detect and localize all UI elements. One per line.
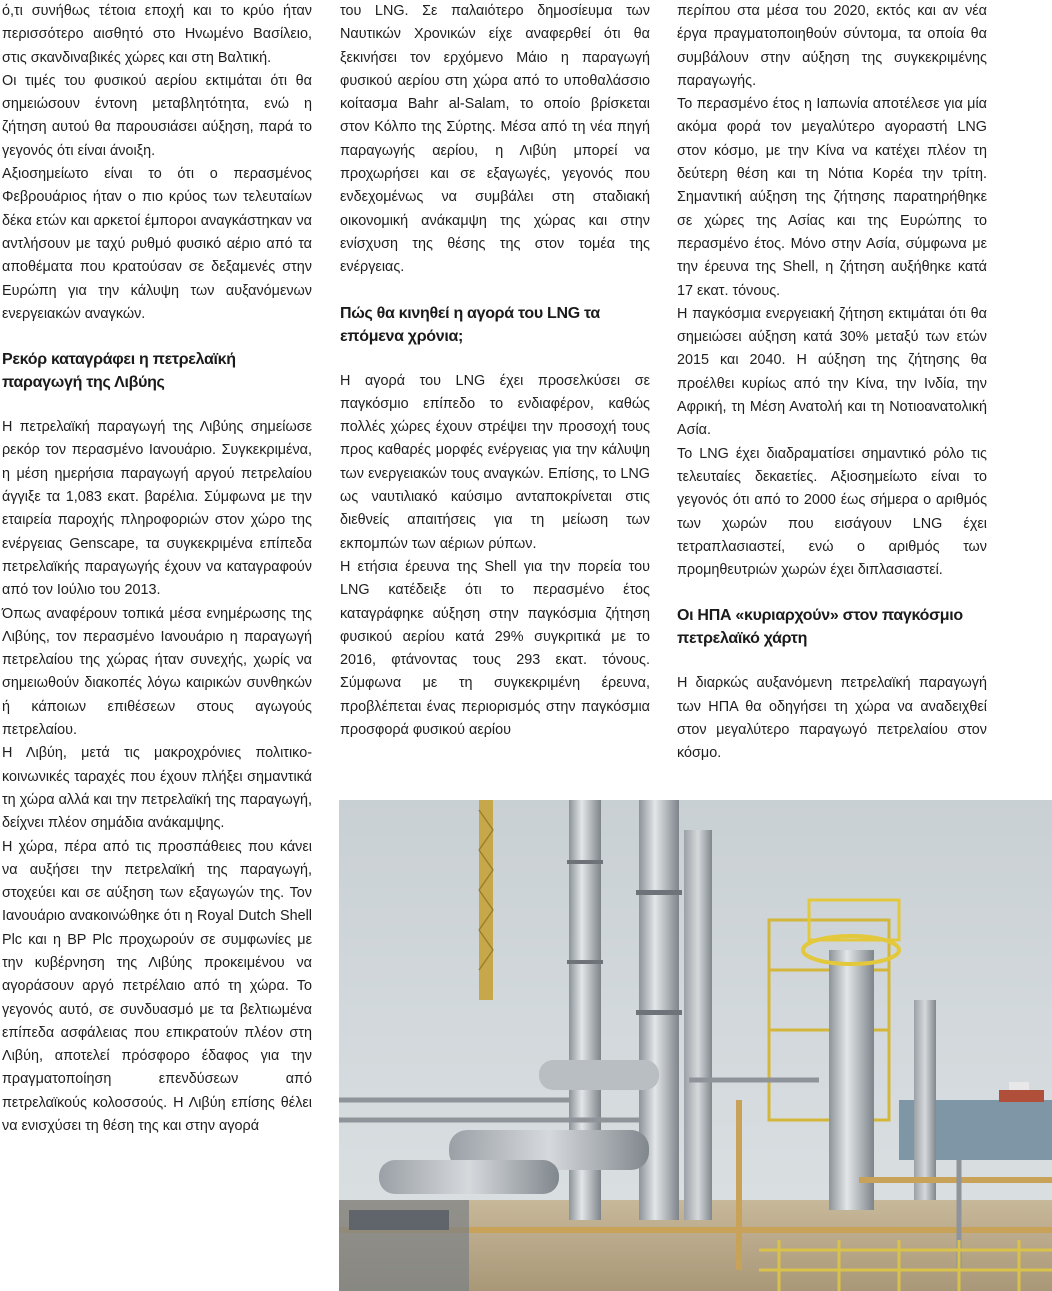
paragraph: Η πετρελαϊκή παραγωγή της Λιβύης σημείωσε ρεκόρ τον περασμένο Ιανουάριο. Συγκεκριμένα, η μέση ημερήσια παραγωγή αργού πετρελαίου άγγιξε τα 1,083 εκατ. βαρέλια. Σύμφωνα με την εταιρεία παροχής πληροφοριών στον χώρο της ενέργειας Genscape, τα συγκεκριμένα επίπεδα πετρελαϊκής παραγωγής έχουν να καταγραφούν από τον Ιούλιο του 2013. <box>2 419 312 599</box>
paragraph: ό,τι συνήθως τέτοια εποχή και το κρύο ήταν περισσότερο αισθητό στο Ηνωμένο Βασίλειο, στις σκανδιναβικές χώρες και στη Βαλτική. <box>2 3 312 66</box>
column-1 <box>2 0 312 1138</box>
section-heading: Πώς θα κινηθεί η αγορά του LNG τα επόμενα χρόνια; <box>340 304 600 345</box>
paragraph: Η παγκόσμια ενεργειακή ζήτηση εκτιμάται ότι θα σημειώσει αύξηση κατά 30% μεταξύ των ετών 2015 και 2040. Η αύξηση της ζήτησης θα προέλθει κυρίως από την Κίνα, την Ινδία, την Αφρική, τη Μέση Ανατολή και τη Νοτιοανατολική Ασία. <box>677 305 987 439</box>
paragraph: Το περασμένο έτος η Ιαπωνία αποτέλεσε για μία ακόμα φορά τον μεγαλύτερο αγοραστή LNG στον κόσμο, με την Κίνα να κατέχει πλέον τη δεύτερη θέση και τη Νότια Κορέα την τρίτη. Σημαντική αύξηση της ζήτησης παρατηρήθηκε σε χώρες της Ασίας και της Ευρώπης το περασμένο έτος. Μόνο στην Ασία, σύμφωνα με την έρευνα της Shell, η ζήτηση αυξήθηκε κατά 17 εκατ. τόνους. <box>677 96 987 299</box>
section-heading: Ρεκόρ καταγράφει η πετρελαϊκή παραγωγή της Λιβύης <box>2 351 236 392</box>
paragraph: Το LNG έχει διαδραματίσει σημαντικό ρόλο τις τελευταίες δεκαετίες. Αξιοσημείωτο είναι το γεγονός ότι από το 2000 έως σήμερα ο αριθμός των χωρών που εισάγουν LNG έχει τετραπλασιαστεί, ενώ ο αριθμός των προμηθευτριών χωρών έχει διπλασιαστεί. <box>677 445 987 579</box>
paragraph: Η Λιβύη, μετά τις μακροχρόνιες πολιτικο-κοινωνικές ταραχές που έχουν πλήξει σημαντικά τη χώρα αλλά και την πετρελαϊκή της παραγωγή, δείχνει πλέον σημάδια ανάκαμψης. <box>2 745 312 832</box>
column-3 <box>677 0 987 766</box>
paragraph: Αξιοσημείωτο είναι το ότι ο περασμένος Φεβρουάριος ήταν ο πιο κρύος των τελευταίων δέκα ετών και αρκετοί έμποροι αναγκάστηκαν να αντλήσουν με ταχύ ρυθμό φυσικό αέριο από τα αποθέματα που κρατούσαν σε δεξαμενές στην Ευρώπη για την κάλυψη των αυξανόμενων ενεργειακών αναγκών. <box>2 166 312 322</box>
column-2 <box>340 0 650 742</box>
paragraph: Η αγορά του LNG έχει προσελκύσει σε παγκόσμιο επίπεδο το ενδιαφέρον, καθώς πολλές χώρες έχουν στρέψει την προσοχή τους προς καθαρές μορφές ενέργειας για την κάλυψη των ενεργειακών τους αναγκών. Επίσης, το LNG ως ναυτιλιακό καύσιμο ανταποκρίνεται στις διεθνείς απαιτήσεις για τη μείωση των εκπομπών των αέριων ρύπων. <box>340 372 650 552</box>
paragraph: Οι τιμές του φυσικού αερίου εκτιμάται ότι θα σημειώσουν έντονη μεταβλητότητα, ενώ η ζήτηση αυτού θα παρουσιάσει αύξηση, παρά το γεγονός ότι είναι άνοιξη. <box>2 72 312 159</box>
paragraph: Η διαρκώς αυξανόμενη πετρελαϊκή παραγωγή των ΗΠΑ θα οδηγήσει τη χώρα να αναδειχθεί στον μεγαλύτερο παραγωγό πετρελαίου στον κόσμο. <box>677 675 987 762</box>
section-heading: Οι ΗΠΑ «κυριαρχούν» στον παγκόσμιο πετρελαϊκό χάρτη <box>677 607 963 648</box>
paragraph: Η χώρα, πέρα από τις προσπάθειες που κάνει να αυξήσει την πετρελαϊκή της παραγωγή, στοχεύει και σε αύξηση των εξαγωγών της. Τον Ιανουάριο ανακοινώθηκε ότι η Royal Dutch Shell Plc και η BP Plc προχωρούν σε συμφωνίες με την κυβέρνηση της Λιβύης προκειμένου να αγοράσουν αργό πετρέλαιο από τη χώρα. Το γεγονός αυτό, σε συνδυασμό με τα βελτιωμένα επίπεδα ασφάλειας που επικρατούν πλέον στη Λιβύη, αποτελεί πρόσφορο έδαφος για την πραγματοποίηση επενδύσεων από πετρελαϊκούς κολοσσούς. Η Λιβύη επίσης θέλει να ενισχύσει τη θέση της και στην αγορά <box>2 838 312 1135</box>
paragraph: Η ετήσια έρευνα της Shell για την πορεία του LNG κατέδειξε ότι το περασμένο έτος καταγράφηκε αύξηση στην παγκόσμια ζήτηση φυσικού αερίου κατά 29% συγκριτικά με το 2016, φτάνοντας τους 293 εκατ. τόνους. Σύμφωνα με τη συγκεκριμένη έρευνα, προβλέπεται ένας περιορισμός στην παγκόσμια προσφορά φυσικού αερίου <box>340 558 650 739</box>
paragraph: του LNG. Σε παλαιότερο δημοσίευμα των Ναυτικών Χρονικών είχε αναφερθεί ότι θα ξεκινήσει τον ερχόμενο Μάιο η παραγωγή φυσικού αερίου στη χώρα από το υποθαλάσσιο κοίτασμα Bahr al-Salam, το οποίο βρίσκεται στον Κόλπο της Σύρτης. Μέσα από τη νέα πηγή παραγωγής αερίου, η Λιβύη μπορεί να προχωρήσει και σε εξαγωγές, γεγονός που ενδεχομένως να συμβάλει στη σταδιακή οικονομική ανάκαμψη της χώρας και στην ενίσχυση της θέσης της στον τομέα της ενέργειας. <box>340 3 650 276</box>
refinery-photo <box>339 800 1052 1291</box>
paragraph: Όπως αναφέρουν τοπικά μέσα ενημέρωσης της Λιβύης, τον περασμένο Ιανουάριο η παραγωγή πετρελαίου της χώρας ήταν συνεχής, χωρίς να σημειωθούν διακοπές λόγω καιρικών συνθηκών ή κάποιων επιθέσεων στους αγωγούς πετρελαίου. <box>2 605 312 739</box>
paragraph: περίπου στα μέσα του 2020, εκτός και αν νέα έργα πραγματοποιηθούν σύντομα, τα οποία θα συμβάλουν στην αύξηση της συγκεκριμένης παραγωγής. <box>677 3 987 89</box>
